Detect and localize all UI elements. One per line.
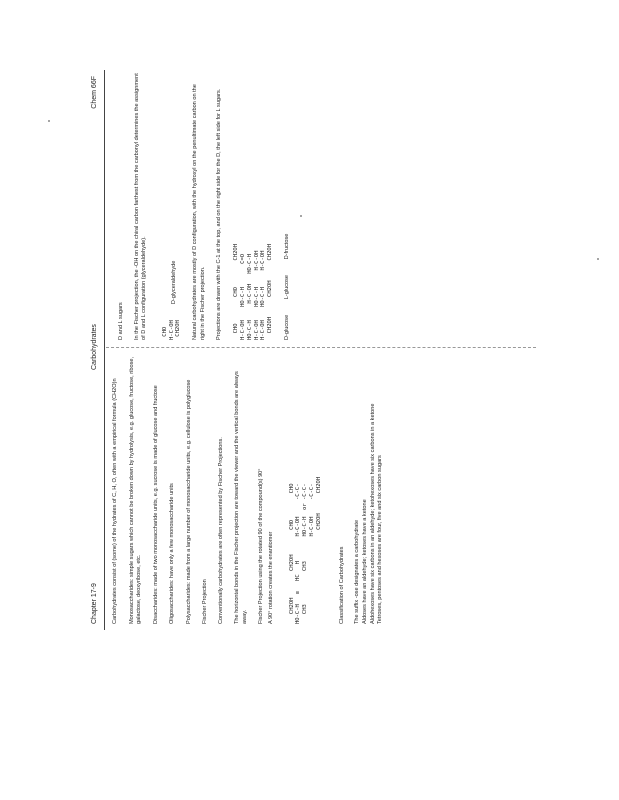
scan-speck	[48, 120, 50, 122]
paragraph: Natural carbohydrates are mostly of D configuration, with the hydroxyl on the penultimate carbon on the right in the Fischer projection.	[191, 84, 206, 340]
paragraph: Monosaccharides: simple sugars which cannot be broken down by hydrolysis, e.g. glucose, fructose, ribose, galactose, deoxyribose, etc.	[128, 356, 142, 624]
list-item: The suffix -ose designates a carbohydrate	[353, 519, 360, 624]
header-course: Chem 66F	[90, 76, 98, 109]
paragraph: In the Fischer projection, the -OH on the chiral carbon farthest from the carbonyl determines the assignment of D and L configuration (glyceraldehyde).	[133, 73, 147, 340]
paragraph: Fischer Projection using the rotated 90 of the compound(s) 90°	[257, 468, 264, 624]
header-chapter: Chapter 17-9	[90, 583, 98, 624]
classification-list	[354, 356, 384, 624]
list-item: Tetroses, pentoses and hexoses are four, five and six carbon sugars	[376, 455, 383, 624]
structure-label: D-fructose	[283, 233, 290, 260]
paragraph: The horizontal bonds in the Fischer projection are toward the viewer and the vertical bonds are always away.	[233, 371, 248, 624]
structure-label: D-glucose	[283, 314, 290, 340]
column-divider	[106, 347, 536, 348]
structure-labels	[284, 72, 292, 340]
paragraph: Disaccharides: made of two monosaccharide units, e.g. sucrose is made of glucose and fructose	[152, 385, 159, 624]
page-header	[80, 70, 104, 630]
section-heading: D and L sugars	[117, 302, 124, 340]
molecule-structure: CHO CHO H-C-OH -C-C- HO-C-H or -C-C- H-C-OH -C-C- CH2OH CH2OH	[288, 476, 322, 537]
paragraph: Carbohydrates consist of (some) of the hydrates of C, H, O, often with a empirical formula (CH2O)n	[111, 378, 118, 624]
right-column	[112, 72, 292, 340]
paragraph: Polysaccharides: made from a large number of monosaccharide units, e.g. cellulose is polyglucose	[185, 379, 192, 624]
list-item: Aldohexoses have six carbons in an aldehyde; ketohexoses have six carbons in a ketone	[369, 403, 376, 624]
paragraph: Oligosaccharides: have only a few monosaccharide units	[168, 483, 175, 624]
molecule-label: D-glyceraldehyde	[170, 260, 177, 305]
molecule-structure: CHO H-C-OH CH2OH	[161, 320, 181, 340]
paragraph: Projections are drawn with the C-1 at the top, and on the right side for the D, the left side for L sugars.	[215, 88, 222, 340]
glyceraldehyde-block	[157, 72, 192, 340]
paragraph: Conventionally carbohydrates are often represented by Fischer Projections.	[217, 437, 224, 624]
section-heading: Classification of Carbohydrates	[338, 546, 345, 624]
sugar-structures: CHO CHO CH2OH H-C-OH HO-C-H C=O HO-C-H H-C-OH HO-C-H H-C-OH HO-C-H H-C-OH H-C-OH HO-C-H H-C-OH CH2OH CH2OH CH2OH	[232, 243, 273, 340]
molecule-structure: CH2OH CH2OH HO-C-H ≡ HC H CH3 CH3	[288, 554, 308, 624]
header-title: Carbohydrates	[90, 324, 98, 370]
paragraph: A 90° rotation creates the enantiomer	[267, 531, 274, 624]
structure-label: L-glucose	[283, 274, 290, 300]
list-item: Aldoses have an aldehyde; ketoses have a ketone	[361, 499, 368, 624]
scan-speck	[597, 258, 599, 260]
rotated-document	[80, 70, 540, 630]
section-heading: Fischer Projection	[201, 579, 208, 624]
left-column	[112, 356, 385, 624]
header-rule	[104, 70, 105, 630]
molecule-row	[284, 356, 332, 624]
